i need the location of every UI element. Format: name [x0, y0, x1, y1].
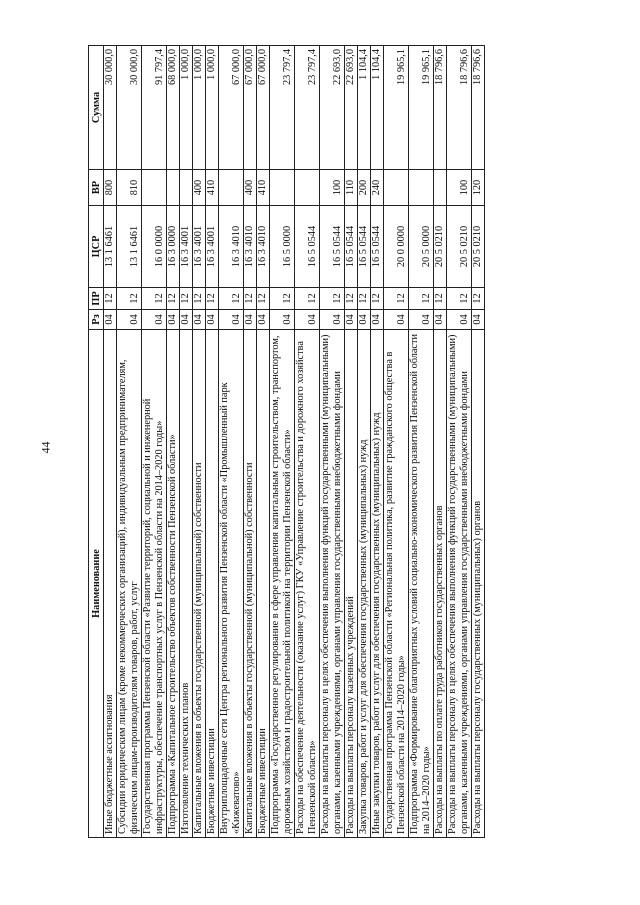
- header-sum: Сумма: [89, 46, 104, 170]
- row-sum: 67 000,0: [219, 46, 244, 170]
- table-row: [104, 46, 117, 838]
- row-pr: 12: [270, 288, 295, 310]
- row-vr: 110: [345, 170, 358, 206]
- row-rz: 04: [409, 310, 434, 330]
- row-pr: 12: [472, 288, 485, 310]
- table-row: [371, 46, 384, 838]
- row-vr: 120: [472, 170, 485, 206]
- budget-table: [88, 45, 485, 838]
- row-vr: 410: [257, 170, 270, 206]
- row-csr: 13 1 6461: [117, 206, 142, 288]
- row-name: Подпрограмма «Капитальное строительство объектов собственности Пензенской области»: [167, 330, 180, 838]
- row-name: Расходы на обеспечение деятельности (оказание услуг) ГКУ «Управление строительства и дорожного хозяйства Пензенской области»: [295, 330, 320, 838]
- row-vr: 100: [447, 170, 472, 206]
- row-vr: 410: [206, 170, 219, 206]
- row-csr: 16 5 0544: [320, 206, 345, 288]
- table-row: [244, 46, 257, 838]
- row-pr: 12: [295, 288, 320, 310]
- page-number: 44: [38, 441, 53, 454]
- header-vr: ВР: [89, 170, 104, 206]
- row-csr: 16 3 4010: [244, 206, 257, 288]
- row-sum: 91 797,4: [142, 46, 167, 170]
- row-rz: 04: [142, 310, 167, 330]
- row-csr: 16 5 0544: [295, 206, 320, 288]
- row-vr: [270, 170, 295, 206]
- row-rz: 04: [206, 310, 219, 330]
- row-vr: 800: [104, 170, 117, 206]
- row-pr: 12: [206, 288, 219, 310]
- row-csr: 16 3 4010: [257, 206, 270, 288]
- row-name: Капитальные вложения в объекты государственной (муниципальной) собственности: [193, 330, 206, 838]
- row-name: Внутриплощадочные сети Центра регионального развития Пензенской области «Промышленный парк «Кижеватово»: [219, 330, 244, 838]
- row-csr: 16 5 0544: [371, 206, 384, 288]
- row-rz: 04: [167, 310, 180, 330]
- row-vr: [434, 170, 447, 206]
- row-name: Расходы на выплаты персоналу в целях обеспечения выполнения функций государственными (муниципальными) органами, казенными учреждениями, органами управления государственными внебюджетными фондами: [447, 330, 472, 838]
- row-pr: 12: [193, 288, 206, 310]
- row-csr: 16 3 4001: [193, 206, 206, 288]
- budget-table-container: [88, 46, 485, 838]
- row-rz: 04: [270, 310, 295, 330]
- table-row: [434, 46, 447, 838]
- header-pr: ПР: [89, 288, 104, 310]
- row-vr: 810: [117, 170, 142, 206]
- row-vr: [142, 170, 167, 206]
- row-csr: 16 3 4010: [219, 206, 244, 288]
- row-rz: 04: [117, 310, 142, 330]
- row-rz: 04: [180, 310, 193, 330]
- row-rz: 04: [472, 310, 485, 330]
- row-rz: 04: [295, 310, 320, 330]
- row-csr: 20 5 0210: [472, 206, 485, 288]
- header-name: Наименование: [89, 330, 104, 838]
- table-row: [142, 46, 167, 838]
- row-name: Расходы на выплаты персоналу казенных учреждений: [345, 330, 358, 838]
- table-row: [206, 46, 219, 838]
- row-vr: 400: [193, 170, 206, 206]
- table-row: [117, 46, 142, 838]
- table-row: [219, 46, 244, 838]
- row-csr: 20 5 0210: [434, 206, 447, 288]
- row-pr: 12: [104, 288, 117, 310]
- row-name: Капитальные вложения в объекты государственной (муниципальной) собственности: [244, 330, 257, 838]
- row-pr: 12: [167, 288, 180, 310]
- row-csr: 16 3 4001: [206, 206, 219, 288]
- row-pr: 12: [219, 288, 244, 310]
- row-pr: 12: [320, 288, 345, 310]
- row-name: Изготовление технических планов: [180, 330, 193, 838]
- row-sum: 22 693,0: [320, 46, 345, 170]
- row-sum: 1 000,0: [193, 46, 206, 170]
- row-sum: 22 693,0: [345, 46, 358, 170]
- row-name: Государственная программа Пензенской области «Региональная политика, развитие гражданского общества в Пензенской области на 2014–2020 годы»: [384, 330, 409, 838]
- table-row: [193, 46, 206, 838]
- row-pr: 12: [117, 288, 142, 310]
- row-pr: 12: [345, 288, 358, 310]
- row-csr: 20 5 0210: [447, 206, 472, 288]
- row-rz: 04: [320, 310, 345, 330]
- header-rz: Рз: [89, 310, 104, 330]
- row-name: Иные бюджетные ассигнования: [104, 330, 117, 838]
- row-name: Бюджетные инвестиции: [257, 330, 270, 838]
- row-pr: 12: [434, 288, 447, 310]
- row-vr: 200: [358, 170, 371, 206]
- row-sum: 30 000,0: [104, 46, 117, 170]
- table-row: [384, 46, 409, 838]
- row-vr: 240: [371, 170, 384, 206]
- row-sum: 67 000,0: [244, 46, 257, 170]
- row-pr: 12: [142, 288, 167, 310]
- row-sum: 23 797,4: [295, 46, 320, 170]
- row-rz: 04: [257, 310, 270, 330]
- row-rz: 04: [447, 310, 472, 330]
- row-pr: 12: [244, 288, 257, 310]
- row-pr: 12: [358, 288, 371, 310]
- row-sum: 18 796,6: [472, 46, 485, 170]
- row-pr: 12: [371, 288, 384, 310]
- table-row: [358, 46, 371, 838]
- table-row: [472, 46, 485, 838]
- row-csr: 13 1 6461: [104, 206, 117, 288]
- table-row: [295, 46, 320, 838]
- row-rz: 04: [244, 310, 257, 330]
- table-header-row: [89, 46, 104, 838]
- row-vr: [295, 170, 320, 206]
- row-rz: 04: [104, 310, 117, 330]
- row-sum: 67 000,0: [257, 46, 270, 170]
- row-csr: 16 3 4001: [180, 206, 193, 288]
- row-sum: 30 000,0: [117, 46, 142, 170]
- row-csr: 16 5 0544: [345, 206, 358, 288]
- table-row: [180, 46, 193, 838]
- row-csr: 16 5 0544: [358, 206, 371, 288]
- row-sum: 1 104,4: [358, 46, 371, 170]
- row-sum: 23 797,4: [270, 46, 295, 170]
- row-rz: 04: [345, 310, 358, 330]
- row-vr: [409, 170, 434, 206]
- table-row: [167, 46, 180, 838]
- table-row: [270, 46, 295, 838]
- row-sum: 1 000,0: [180, 46, 193, 170]
- row-vr: 100: [320, 170, 345, 206]
- row-name: Расходы на выплаты персоналу государственных (муниципальных) органов: [472, 330, 485, 838]
- table-row: [320, 46, 345, 838]
- row-csr: 16 3 0000: [167, 206, 180, 288]
- row-csr: 20 0 0000: [384, 206, 409, 288]
- row-name: Бюджетные инвестиции: [206, 330, 219, 838]
- row-name: Расходы на выплаты по оплате труда работников государственных органов: [434, 330, 447, 838]
- table-row: [409, 46, 434, 838]
- row-pr: 12: [384, 288, 409, 310]
- row-sum: 1 000,0: [206, 46, 219, 170]
- row-csr: 16 0 0000: [142, 206, 167, 288]
- row-rz: 04: [193, 310, 206, 330]
- row-vr: [167, 170, 180, 206]
- row-vr: 400: [244, 170, 257, 206]
- row-rz: 04: [384, 310, 409, 330]
- row-sum: 18 796,6: [447, 46, 472, 170]
- row-vr: [180, 170, 193, 206]
- row-csr: 16 5 0000: [270, 206, 295, 288]
- row-sum: 1 104,4: [371, 46, 384, 170]
- row-csr: 20 5 0000: [409, 206, 434, 288]
- table-row: [345, 46, 358, 838]
- row-name: Подпрограмма «Формирование благоприятных условий социально-экономического развития Пензенской области на 2014–2020 годы»: [409, 330, 434, 838]
- row-sum: 19 965,1: [409, 46, 434, 170]
- row-rz: 04: [219, 310, 244, 330]
- row-vr: [384, 170, 409, 206]
- table-row: [257, 46, 270, 838]
- row-name: Расходы на выплаты персоналу в целях обеспечения выполнения функций государственными (муниципальными) органами, казенными учреждениями, органами управления государственными внебюджетными фондами: [320, 330, 345, 838]
- row-name: Государственная программа Пензенской области «Развитие территорий, социальной и инженерной инфраструктуры, обеспечение транспортных услуг в Пензенской области на 2014–2020 годы»: [142, 330, 167, 838]
- row-sum: 19 965,1: [384, 46, 409, 170]
- header-csr: ЦСР: [89, 206, 104, 288]
- row-pr: 12: [180, 288, 193, 310]
- row-name: Закупка товаров, работ и услуг для обеспечения государственных (муниципальных) нужд: [358, 330, 371, 838]
- row-pr: 12: [257, 288, 270, 310]
- row-name: Иные закупки товаров, работ и услуг для обеспечения государственных (муниципальных) нужд: [371, 330, 384, 838]
- row-sum: 68 000,0: [167, 46, 180, 170]
- row-rz: 04: [434, 310, 447, 330]
- row-name: Субсидии юридическим лицам (кроме некоммерческих организаций), индивидуальным предпринимателям, физическим лицам-производителям товаров, работ, услуг: [117, 330, 142, 838]
- row-rz: 04: [358, 310, 371, 330]
- row-pr: 12: [447, 288, 472, 310]
- row-rz: 04: [371, 310, 384, 330]
- row-pr: 12: [409, 288, 434, 310]
- table-row: [447, 46, 472, 838]
- row-sum: 18 796,6: [434, 46, 447, 170]
- row-name: Подпрограмма «Государственное регулирование в сфере управления капитальным строительством, транспортом, дорожным хозяйством и градостроительной политикой на территории Пензенской области»: [270, 330, 295, 838]
- row-vr: [219, 170, 244, 206]
